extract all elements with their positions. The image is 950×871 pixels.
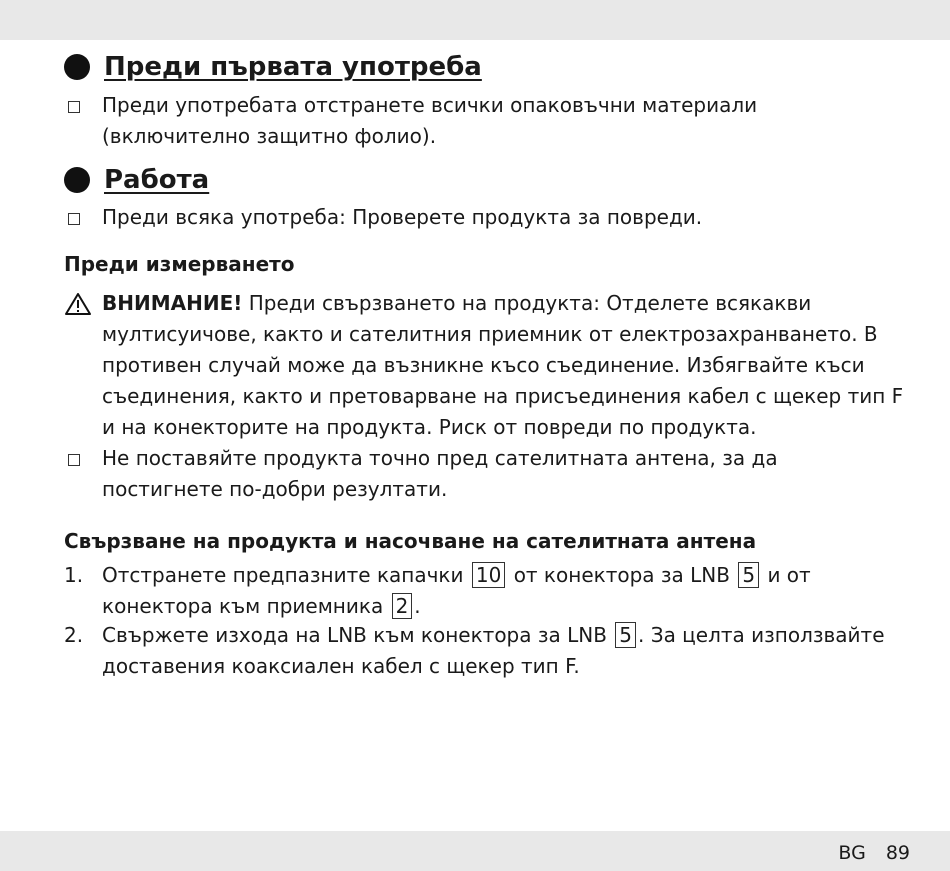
- bullet-dot-icon: [64, 54, 90, 80]
- language-code: BG: [838, 842, 866, 864]
- section-heading-first-use: [64, 52, 482, 82]
- part-reference: 5: [615, 622, 636, 648]
- bullet-dot-icon: [64, 167, 90, 193]
- step-text: и от конектора към приемника: [102, 563, 811, 618]
- step-number: 1.: [64, 563, 84, 587]
- section-heading-operation: [64, 165, 209, 195]
- step-text: Свържете изхода на LNB към конектора за LNB: [102, 623, 607, 647]
- list-item: [64, 443, 904, 505]
- warning-triangle-icon: [64, 292, 92, 316]
- list-item: [64, 90, 904, 152]
- subheading-before-measuring: Преди измерването: [64, 252, 295, 276]
- item-text: Преди всяка употреба: Проверете продукта за повреди.: [102, 205, 703, 229]
- top-band: [0, 0, 950, 40]
- section-title: Работа: [104, 165, 210, 195]
- part-reference: 10: [472, 562, 505, 588]
- step-text: Отстранете предпазните капачки: [102, 563, 464, 587]
- part-reference: 5: [738, 562, 759, 588]
- item-text: Преди употребата отстранете всички опаковъчни материали (включително защитно фолио).: [102, 93, 758, 148]
- page-number: 89: [885, 842, 910, 864]
- step-text: от конектора за LNB: [513, 563, 730, 587]
- numbered-step: [64, 560, 904, 622]
- warning-text: Преди свързването на продукта: Отделете всякакви мултисуичове, както и сателитния приемник от електрозахранването. В противен случай може да възникне късо съединение. Избягвайте къси съединения, както и претоварване на присъединения кабел с щекер тип F и на конекторите на продукта. Риск от повреди по продукта.: [102, 291, 904, 439]
- list-item: [64, 202, 904, 233]
- warning-label: ВНИМАНИЕ!: [102, 291, 243, 315]
- subheading-connecting: Свързване на продукта и насочване на сателитната антена: [64, 529, 757, 553]
- checkbox-square-icon: [68, 454, 80, 466]
- bottom-band: [0, 831, 950, 871]
- step-text: .: [414, 594, 421, 618]
- step-number: 2.: [64, 623, 84, 647]
- numbered-step: [64, 620, 904, 682]
- part-reference: 2: [392, 593, 413, 619]
- checkbox-square-icon: [68, 101, 80, 113]
- warning-block: [64, 288, 904, 443]
- section-title: Преди първата употреба: [104, 52, 482, 82]
- item-text: Не поставяйте продукта точно пред сателитната антена, за да постигнете по-добри резултати.: [102, 446, 778, 501]
- page-footer: [838, 842, 910, 864]
- step-text: . За целта използвайте доставения коаксиален кабел с щекер тип F.: [102, 623, 885, 678]
- checkbox-square-icon: [68, 213, 80, 225]
